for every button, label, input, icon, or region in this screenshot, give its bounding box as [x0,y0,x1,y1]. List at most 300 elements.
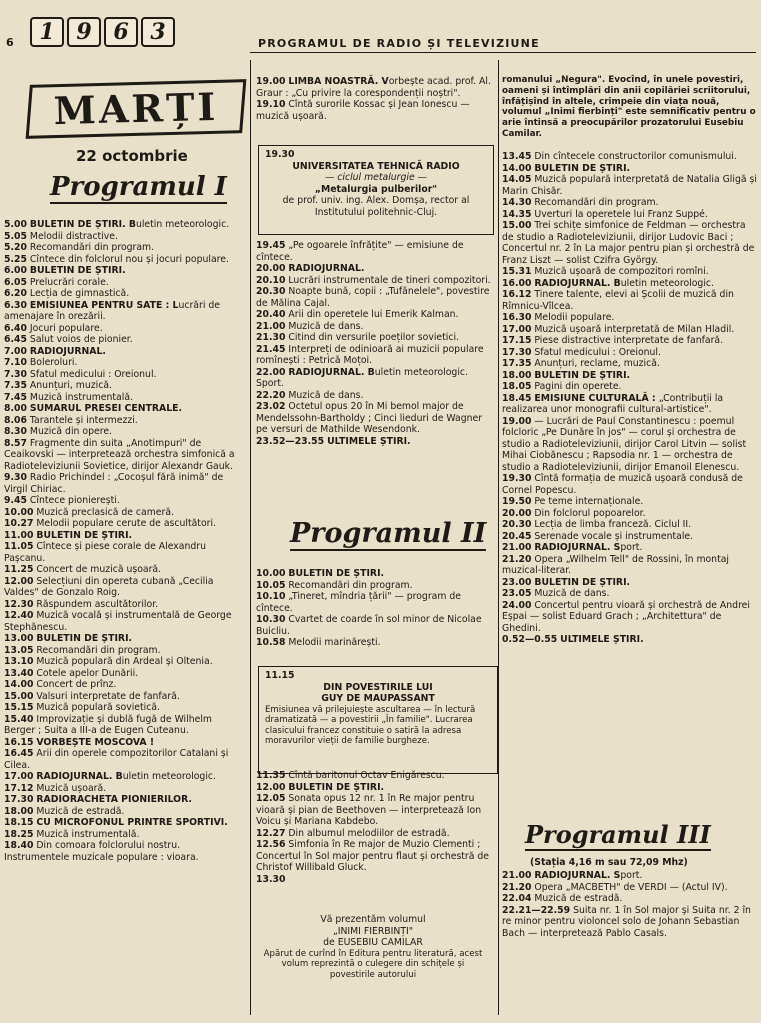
schedule-item [502,531,758,543]
schedule-item [4,668,246,680]
schedule-text: Concert de muzică ușoară. [36,564,162,575]
schedule-time: 20.40 [256,309,286,320]
box-title: UNIVERSITATEA TEHNICĂ RADIO [292,160,460,172]
schedule-time: 17.12 [4,782,34,794]
schedule-time: 18.45 [502,392,532,404]
schedule-text: BULETIN DE ȘTIRI. [534,576,631,588]
schedule-item [4,438,246,473]
year-digit: 6 [104,17,138,47]
schedule-text: Concert de prînz. [36,679,117,690]
schedule-item [4,518,246,530]
schedule-item [256,401,496,436]
schedule-text: Din cîntecele constructorilor comunismului. [534,151,737,162]
year-digit: 1 [30,17,64,47]
box-body: Emisiunea vă prilejuiește ascultarea — în lectură dramatizată — a povestirii „În familie". Lucrarea clasicului francez constituie o satiră la adresa moravurilor vieții de familie burgheze. [265,704,476,746]
schedule-text: BULETIN DE ȘTIRI. [36,529,133,541]
schedule-item [256,309,496,321]
schedule-text: Cvartet de coarde în sol minor de Nicolae Buicliu. [256,614,482,637]
schedule-item [502,312,758,324]
schedule-time: 19.10 [256,99,286,110]
schedule-text: Salut voios de pionier. [29,334,133,345]
schedule-item [4,829,246,841]
schedule-text: Recomandări din program. [534,197,659,208]
box-speaker: de prof. univ. ing. Alex. Domșa, rector al Institutului politehnic-Cluj. [282,195,470,218]
schedule-text: Radio Prichindel : „Cocoșul fără inimă" de Virgil Chiriac. [4,472,224,495]
schedule-text: Lucrări instrumentale de tineri compozitori. [288,274,491,286]
box-title: DIN POVESTIRILE LUI [323,681,433,693]
schedule-item [4,265,246,277]
schedule-text: BULETIN DE ȘTIRI. [288,568,385,579]
program3-title [525,820,711,849]
schedule-item [502,324,758,336]
schedule-text: RADIOJURNAL. Buletin meteorologic. [534,277,714,289]
schedule-text: Sfatul medicului : Oreionul. [534,346,661,358]
program3-station: (Stația 4,16 m sau 72,09 Mhz) [530,857,688,868]
schedule-text: ULTIMELE ȘTIRI. [327,435,411,447]
schedule-item [256,874,496,886]
box-topic: „Metalurgia pulberilor" [314,183,438,195]
schedule-item [4,219,246,231]
schedule-text: Muzică de dans. [534,588,610,599]
schedule-time: 8.06 [4,414,27,426]
schedule-item [256,591,496,614]
schedule-item [256,614,496,637]
schedule-time: 15.00 [4,690,34,702]
schedule-time: 16.15 [4,736,34,748]
schedule-item [4,771,246,783]
schedule-time: 12.30 [4,598,34,610]
schedule-text: Anunțuri, reclame, muzică. [534,358,660,369]
schedule-time: 15.00 [502,220,532,231]
schedule-text: Cîntece pionierești. [29,495,120,506]
schedule-item [256,793,496,828]
schedule-time: 17.00 [4,771,34,782]
schedule-item [4,817,246,829]
schedule-time: 12.00 [256,781,286,793]
schedule-text: Trei schițe simfonice de Feldman — orchestra de studio a Radioteleviziunii, dirijor Ludovic Baci ; Concertul nr. 2 în La major pentru pian și orchestră de Franz Liszt — solist Czifra György. [502,220,755,266]
program2-title-text: Programul II [290,518,487,549]
schedule-text: Fragmente din suita „Anotimpuri" de Ceaikovski — interpretează orchestra simfonică a Radioteleviziunii Sovietice, dirijor Alexandr Gauk. [4,437,235,472]
schedule-time: 23.02 [256,401,286,412]
schedule-time: 5.00 [4,219,27,230]
schedule-text: Cîntece și piese corale de Alexandru Pașcanu. [4,541,206,564]
schedule-text: Muzică ușoară interpretată de Milan Hladil. [534,323,735,335]
schedule-item [256,390,496,402]
book-promo [262,914,484,980]
schedule-text: — Lucrări de Paul Constantinescu : poemul folcloric „Pe Dunăre în jos" — corul și orchestra de studio a Radioteleviziunii, dirijor Carol Litvin — solist Mihai Ciobănescu ; Rapsodia nr. 1 — orchestra de studio a Radioteleviziunii, dirijor Emanoil Elenescu. [502,415,747,473]
schedule-item [502,151,758,163]
program2-list-c [502,151,758,646]
schedule-item [502,473,758,496]
schedule-text: Din albumul melodiilor de estradă. [288,827,450,839]
schedule-text: Cotele apelor Dunării. [36,667,139,679]
schedule-time: 21.00 [256,320,286,332]
program1-list-col2b [256,240,496,447]
schedule-time: 12.40 [4,610,34,621]
schedule-text: Noapte bună, copii : „Tufănelele", povestire de Mălina Cajal. [256,286,490,309]
schedule-time: 0.52—0.55 [502,634,558,645]
day-banner [26,79,247,139]
schedule-time: 16.12 [502,289,532,300]
schedule-time: 7.45 [4,391,27,403]
schedule-text: BULETIN DE ȘTIRI. [534,162,631,174]
schedule-time: 16.45 [4,748,34,759]
schedule-item [4,334,246,346]
schedule-item [256,344,496,367]
schedule-item [4,242,246,254]
schedule-item [4,357,246,369]
schedule-time: 18.25 [4,828,34,840]
schedule-text: RADIOJURNAL. Buletin meteorologic. Sport. [256,366,468,389]
schedule-text: Anunțuri, muzică. [29,380,112,391]
schedule-item [4,380,246,392]
schedule-text: Simfonia în Re major de Muzio Clementi ; Concertul în Sol major pentru flaut și orchestră de Christof Willibald Gluck. [256,839,490,873]
schedule-item [4,748,246,771]
schedule-item [502,278,758,290]
year-logo [30,17,175,47]
schedule-text: Uverturi la operetele lui Franz Suppé. [534,208,708,220]
program2-title [290,518,486,549]
schedule-text: Muzică din opere. [29,426,112,437]
schedule-item [4,576,246,599]
schedule-time: 7.35 [4,380,27,391]
schedule-item [502,588,758,600]
schedule-text: BULETIN DE ȘTIRI. [29,265,126,276]
year-digit: 3 [141,17,175,47]
schedule-item [4,323,246,335]
schedule-text: Pe teme internaționale. [534,496,644,507]
schedule-text: Muzică populară sovietică. [36,702,160,713]
schedule-time: 17.30 [4,794,34,805]
schedule-time: 17.15 [502,335,532,346]
schedule-item [4,840,246,863]
schedule-item [256,99,496,122]
schedule-item [502,370,758,382]
schedule-time: 12.56 [256,839,286,850]
schedule-item [256,76,496,99]
schedule-time: 20.45 [502,530,532,542]
schedule-time: 14.30 [502,197,532,208]
schedule-time: 10.00 [256,568,286,579]
schedule-item [4,702,246,714]
schedule-item [502,197,758,209]
schedule-item [256,263,496,275]
schedule-text: Muzică de dans. [288,320,364,332]
featured-box-maupassant [258,666,498,774]
schedule-time: 10.10 [256,591,286,602]
schedule-time: 8.30 [4,426,27,437]
schedule-time: 11.05 [4,541,34,552]
schedule-item [4,507,246,519]
schedule-time: 8.00 [4,403,27,414]
schedule-time: 23.52—23.55 [256,435,325,447]
schedule-item [4,288,246,300]
schedule-item [502,358,758,370]
schedule-time: 11.25 [4,564,34,575]
promo-line: de EUSEBIU CAMILAR [323,937,423,948]
schedule-item [502,335,758,347]
schedule-item [4,495,246,507]
schedule-item [4,564,246,576]
schedule-item [4,231,246,243]
schedule-item [502,519,758,531]
schedule-text: Suita nr. 1 în Sol major și Suita nr. 2 în re minor pentru violoncel solo de Johann Sebastian Bach — interpretează Pablo Casals. [502,904,751,939]
schedule-time: 14.35 [502,208,532,220]
schedule-time: 9.45 [4,495,27,506]
schedule-text: Tinere talente, elevi ai Școlii de muzică din Rîmnicu-Vîlcea. [502,289,734,312]
schedule-item [4,679,246,691]
schedule-text: Muzică ușoară de compozitori romîni. [534,266,709,277]
schedule-time: 14.05 [502,174,532,185]
schedule-text: EMISIUNE CULTURALĂ : „Contribuții la realizarea unor monografii cultural-artistice". [502,392,724,415]
promo-line: Vă prezentăm volumul [320,914,426,925]
program1-title-text: Programul I [50,172,227,202]
schedule-item [256,321,496,333]
schedule-item [4,415,246,427]
schedule-text: Melodii populare. [534,312,615,323]
schedule-text: Răspundem ascultătorilor. [36,598,159,610]
schedule-text: Improvizație și dublă fugă de Wilhelm Berger ; Suita a III-a de Eugen Cuteanu. [4,713,212,736]
schedule-item [502,882,758,894]
schedule-item [502,893,758,905]
schedule-time: 9.30 [4,472,27,483]
schedule-text: RADIORACHETA PIONIERILOR. [36,794,192,805]
header-rule [250,52,756,53]
schedule-text: „Pe ogoarele înfrățite" — emisiune de cîntece. [256,240,464,263]
schedule-time: 22.04 [502,893,532,904]
schedule-text: Prelucrări corale. [29,276,109,288]
schedule-item [502,266,758,278]
schedule-time: 20.30 [256,286,286,297]
schedule-text: Recomandări din program. [36,644,161,656]
schedule-item [4,806,246,818]
schedule-text: Muzică populară din Ardeal și Oltenia. [36,656,213,667]
schedule-item [256,782,496,794]
schedule-text: ULTIMELE ȘTIRI. [560,634,644,645]
schedule-text: LIMBA NOASTRĂ. Vorbește acad. prof. Al. Graur : „Cu privire la corespondenții noștri". [256,76,491,99]
schedule-text: Muzică preclasică de cameră. [36,506,174,518]
schedule-time: 5.25 [4,253,27,265]
schedule-time: 10.30 [256,614,286,625]
schedule-item [502,220,758,266]
schedule-text: VORBEȘTE MOSCOVA ! [36,736,155,748]
schedule-text: Muzică ușoară. [36,782,107,794]
schedule-text: Tarantele și intermezzi. [29,414,138,426]
schedule-time: 13.10 [4,656,34,667]
schedule-text: Muzică de estradă. [36,805,125,817]
schedule-time: 15.40 [4,713,34,725]
program1-list [4,219,246,863]
featured-box-university [258,145,494,235]
schedule-time: 22.20 [256,389,286,401]
schedule-time: 19.50 [502,496,532,507]
schedule-time: 16.00 [502,277,532,289]
schedule-time: 13.40 [4,667,34,679]
schedule-item [502,577,758,589]
schedule-item [502,347,758,359]
schedule-text: Octetul opus 20 în Mi bemol major de Mendelssohn-Bartholdy ; Cinci lieduri de Wagner pe versuri de Mathilde Wesendonk. [256,401,483,435]
schedule-time: 21.00 [502,870,532,881]
page-number: 6 [6,36,14,49]
schedule-text: Cîntece din folclorul nou și jocuri populare. [29,253,229,265]
schedule-item [4,403,246,415]
schedule-time: 13.05 [4,644,34,656]
schedule-time: 22.00 [256,366,286,378]
schedule-text: SUMARUL PRESEI CENTRALE. [29,403,183,414]
schedule-text: BULETIN DE ȘTIRI. [288,781,385,793]
schedule-item [4,610,246,633]
schedule-time: 6.05 [4,276,27,288]
schedule-time: 19.00 [256,76,286,87]
schedule-time: 21.30 [256,332,286,343]
schedule-text: Opera „Wilhelm Tell" de Rossini, în montaj muzical-literar. [502,553,730,576]
schedule-time: 5.05 [4,230,27,242]
schedule-item [4,300,246,323]
schedule-time: 6.20 [4,288,27,299]
schedule-text: Interpreți de odinioară ai muzicii populare romînești : Petrică Moțoi. [256,343,484,366]
schedule-item [502,600,758,635]
box-subtitle: — ciclul metalurgie — [325,172,427,183]
schedule-item [256,580,496,592]
program3-list [502,870,758,939]
schedule-time: 14.00 [4,679,34,690]
schedule-time: 18.40 [4,840,34,851]
box-time: 11.15 [265,670,295,681]
schedule-text: Melodii distractive. [29,230,118,242]
schedule-item [4,472,246,495]
promo-body: Apărut de curînd în Editura pentru literatură, acest volum reprezintă o culegere din schițele și povestirile autorului [263,948,483,980]
schedule-time: 22.21—22.59 [502,904,571,916]
year-digit: 9 [67,17,101,47]
schedule-text: CU MICROFONUL PRINTRE SPORTIVI. [36,817,228,828]
schedule-text: BULETIN DE ȘTIRI. Buletin meteorologic. [29,219,230,230]
schedule-time: 18.15 [4,817,34,828]
schedule-text: Lecția de gimnastică. [29,288,130,299]
schedule-time: 19.45 [256,240,286,251]
schedule-item [256,839,496,874]
schedule-item [502,554,758,577]
schedule-item [256,367,496,390]
schedule-time: 13.45 [502,151,532,162]
schedule-time: 19.00 [502,415,532,427]
page-header-title: PROGRAMUL DE RADIO ȘI TELEVIZIUNE [258,37,540,50]
schedule-text: Din folclorul popoarelor. [534,507,646,519]
schedule-text: Jocuri populare. [29,322,103,334]
schedule-item [4,426,246,438]
schedule-time: 11.00 [4,529,34,541]
column-rule [250,60,251,1015]
schedule-text: Muzică instrumentală. [29,391,133,403]
schedule-item [256,240,496,263]
schedule-item [4,541,246,564]
schedule-time: 18.05 [502,381,532,392]
schedule-item [4,783,246,795]
schedule-item [502,542,758,554]
schedule-time: 13.30 [256,873,286,885]
schedule-time: 7.10 [4,357,27,368]
schedule-time: 8.57 [4,437,27,449]
program2-list-b [256,770,496,885]
schedule-item [502,174,758,197]
schedule-time: 21.00 [502,542,532,553]
schedule-item [256,637,496,649]
schedule-text: BULETIN DE ȘTIRI. [36,633,133,644]
program1-list-col2 [256,76,496,122]
schedule-text: Cîntă surorile Kossac și Jean Ionescu — muzică ușoară. [256,99,470,122]
schedule-item [502,508,758,520]
schedule-text: Din comoara folclorului nostru. Instrumentele muzicale populare : vioara. [4,840,199,863]
schedule-time: 6.45 [4,334,27,345]
schedule-item [4,277,246,289]
schedule-time: 18.00 [502,369,532,381]
schedule-text: Boleroluri. [29,357,78,368]
schedule-time: 10.27 [4,518,34,529]
schedule-text: Citind din versurile poeților sovietici. [288,332,460,343]
schedule-item [256,828,496,840]
schedule-time: 20.00 [502,507,532,519]
schedule-time: 6.40 [4,322,27,334]
schedule-item [502,634,758,646]
schedule-time: 12.00 [4,575,34,587]
schedule-text: Selecțiuni din opereta cubană „Cecilia Valdes" de Gonzalo Roig. [4,575,214,598]
schedule-text: Recomandări din program. [288,579,413,591]
schedule-text: Recomandări din program. [29,242,155,253]
schedule-text: Valsuri interpretate de fanfară. [36,690,180,702]
schedule-text: Sonata opus 12 nr. 1 în Re major pentru vioară și pian de Beethoven — interpretează Ion Voicu și Mariana Kabdebo. [256,793,482,827]
promo-line: „INIMI FIERBINȚI" [332,925,414,937]
schedule-item [256,275,496,287]
date-heading: 22 octombrie [76,147,188,165]
schedule-text: Muzică instrumentală. [36,828,140,840]
schedule-text: Cîntă baritonul Octav Enigărescu. [288,770,445,781]
schedule-text: Melodii populare cerute de ascultători. [36,518,216,529]
schedule-item [4,346,246,358]
schedule-text: Muzică de dans. [288,389,364,401]
schedule-text: Pagini din operete. [534,381,622,392]
schedule-item [502,393,758,416]
schedule-text: BULETIN DE ȘTIRI. [534,369,631,381]
schedule-text: RADIOJURNAL. [288,263,365,274]
schedule-text: Concertul pentru vioară și orchestră de Andrei Eșpai — solist Eduard Grach ; „Architettura" de Ghedini. [502,599,750,634]
schedule-text: „Tineret, mîndria țării" — program de cîntece. [256,591,461,614]
schedule-text: RADIOJURNAL. [29,345,106,357]
schedule-item [4,599,246,611]
schedule-text: Serenade vocale și instrumentale. [534,530,694,542]
schedule-text: Sfatul medicului : Oreionul. [29,368,157,380]
schedule-time: 15.15 [4,702,34,713]
schedule-text: Cîntă formația de muzică ușoară condusă de Cornel Popescu. [502,473,743,496]
schedule-time: 14.00 [502,162,532,174]
schedule-item [4,633,246,645]
schedule-time: 18.00 [4,805,34,817]
schedule-item [4,530,246,542]
schedule-time: 7.30 [4,368,27,380]
schedule-item [4,656,246,668]
program2-list [256,568,496,649]
schedule-text: Muzică de estradă. [534,893,623,904]
schedule-time: 20.10 [256,274,286,286]
schedule-time: 10.00 [4,506,34,518]
schedule-time: 10.58 [256,637,286,648]
schedule-item [502,416,758,474]
schedule-text: RADIOJURNAL. Buletin meteorologic. [36,771,216,782]
program3-title-text: Programul III [525,820,711,849]
schedule-text: Muzică vocală și instrumentală de George Stephănescu. [4,610,232,633]
schedule-item [4,714,246,737]
schedule-item [502,163,758,175]
schedule-text: Arii din operetele lui Emerik Kalman. [288,309,459,320]
schedule-time: 13.00 [4,633,34,644]
